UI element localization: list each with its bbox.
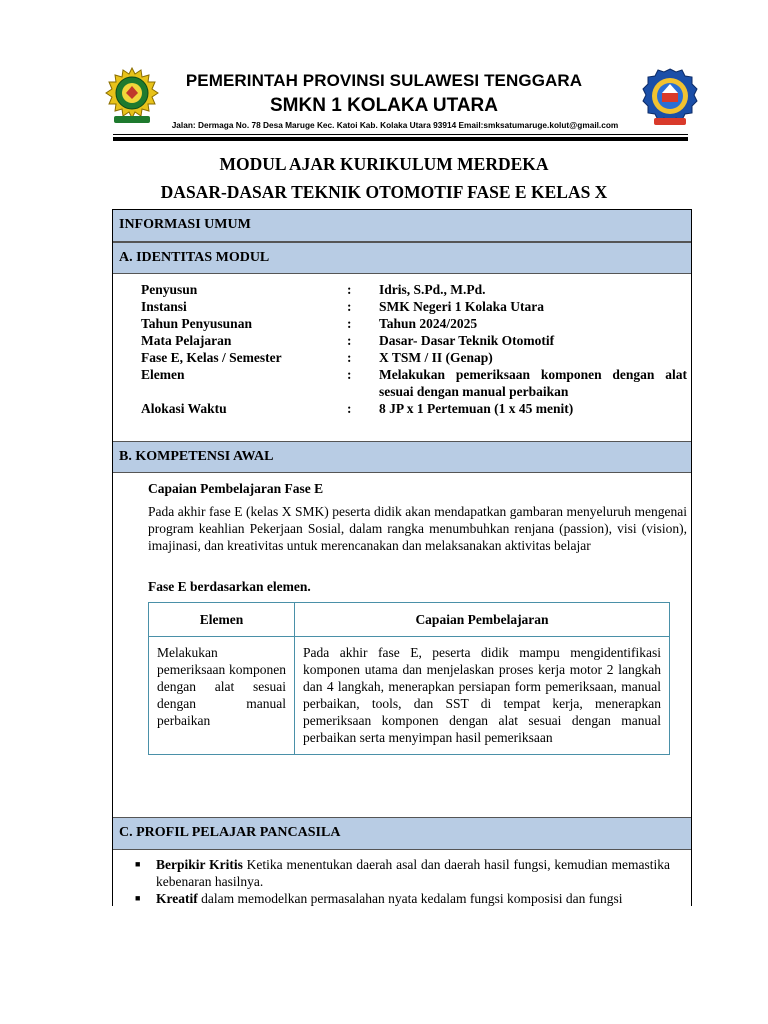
government-name: PEMERINTAH PROVINSI SULAWESI TENGGARA <box>185 71 583 90</box>
section-module-identity: A. IDENTITAS MODUL <box>113 242 691 274</box>
identity-label: Instansi <box>141 299 187 314</box>
identity-table <box>141 281 687 417</box>
identity-row <box>141 281 687 298</box>
document-title: MODUL AJAR KURIKULUM MERDEKA <box>219 154 549 174</box>
identity-value: Idris, S.Pd., M.Pd. <box>379 282 486 297</box>
identity-colon: : <box>347 316 352 331</box>
identity-label: Tahun Penyusunan <box>141 316 252 331</box>
identity-label: Mata Pelajaran <box>141 333 232 348</box>
letterhead-divider-thin <box>113 134 688 135</box>
identity-value: Dasar- Dasar Teknik Otomotif <box>379 333 555 348</box>
school-name: SMKN 1 KOLAKA UTARA <box>270 95 498 116</box>
profile-item-title: Kreatif <box>156 891 198 906</box>
identity-value: X TSM / II (Genap) <box>379 350 493 365</box>
profile-item-title: Berpikir Kritis <box>156 857 243 872</box>
section-general-info: INFORMASI UMUM <box>113 210 691 242</box>
list-item <box>135 856 670 890</box>
school-address: Jalan: Dermaga No. 78 Desa Maruge Kec. Katoi Kab. Kolaka Utara 93914 Email:smksatumaruge.kolut@gmail.com <box>171 120 619 130</box>
table-row <box>149 637 670 755</box>
identity-value: Melakukan pemeriksaan komponen dengan alat sesuai dengan manual perbaikan <box>379 367 687 399</box>
table-header-row <box>149 603 670 637</box>
identity-value: Tahun 2024/2025 <box>379 316 478 331</box>
school-emblem-icon <box>640 67 700 129</box>
identity-row <box>141 366 687 400</box>
identity-value: SMK Negeri 1 Kolaka Utara <box>379 299 544 314</box>
identity-colon: : <box>347 350 352 365</box>
learning-outcome-table <box>148 602 670 755</box>
document-subtitle: DASAR-DASAR TEKNIK OTOMOTIF FASE E KELAS X <box>160 182 608 202</box>
table-header-element: Elemen <box>149 603 295 637</box>
learning-outcome-heading: Capaian Pembelajaran Fase E <box>148 481 324 496</box>
identity-row <box>141 315 687 332</box>
table-header-outcome: Capaian Pembelajaran <box>295 603 670 637</box>
identity-colon: : <box>347 367 352 382</box>
identity-colon: : <box>347 282 352 297</box>
identity-label: Alokasi Waktu <box>141 401 227 416</box>
identity-row <box>141 349 687 366</box>
section-pancasila-profile: C. PROFIL PELAJAR PANCASILA <box>113 817 691 850</box>
phase-element-heading: Fase E berdasarkan elemen. <box>148 579 311 594</box>
identity-row <box>141 298 687 315</box>
identity-colon: : <box>347 333 352 348</box>
identity-label: Elemen <box>141 367 185 382</box>
identity-row <box>141 400 687 417</box>
identity-colon: : <box>347 401 352 416</box>
profile-item-text: Ketika menentukan daerah asal dan daerah hasil fungsi, kemudian memastika kebenaran hasilnya. <box>156 857 670 889</box>
letterhead-divider-thick <box>113 137 688 141</box>
learning-outcome-paragraph: Pada akhir fase E (kelas X SMK) peserta didik akan mendapatkan gambaran menyeluruh mengenai program keahlian Pekerjaan Sosial, dalam rangka menumbuhkan renjana (passion), visi (vision), imajinasi, dan kreativitas untuk merencanakan dan melaksanakan aktivitas belajar <box>148 504 687 553</box>
profile-item-text: dalam memodelkan permasalahan nyata kedalam fungsi komposisi dan fungsi <box>197 891 623 906</box>
identity-label: Penyusun <box>141 282 198 297</box>
identity-value: 8 JP x 1 Pertemuan (1 x 45 menit) <box>379 401 574 416</box>
profile-list <box>135 856 670 906</box>
identity-row <box>141 332 687 349</box>
identity-colon: : <box>347 299 352 314</box>
table-cell-outcome: Pada akhir fase E, peserta didik mampu mengidentifikasi komponen utama dan menjelaskan proses kerja motor 2 langkah dan 4 langkah, menerapkan persiapan form pemeriksaan, manual perbaikan, tools, dan SST di tempat kerja, menerapkan pemeriksaan komponen dengan alat sesuai dengan manual perbaikan serta menyimpan hasil pemeriksaan <box>295 637 670 755</box>
table-cell-element: Melakukan pemeriksaan komponen dengan alat sesuai dengan manual perbaikan <box>149 637 295 755</box>
section-initial-competence: B. KOMPETENSI AWAL <box>113 441 691 473</box>
bullet-square-icon: ■ <box>135 859 141 869</box>
identity-label: Fase E, Kelas / Semester <box>141 350 282 365</box>
list-item <box>135 890 670 906</box>
module-content-frame <box>112 209 692 906</box>
bullet-square-icon: ■ <box>135 893 141 903</box>
